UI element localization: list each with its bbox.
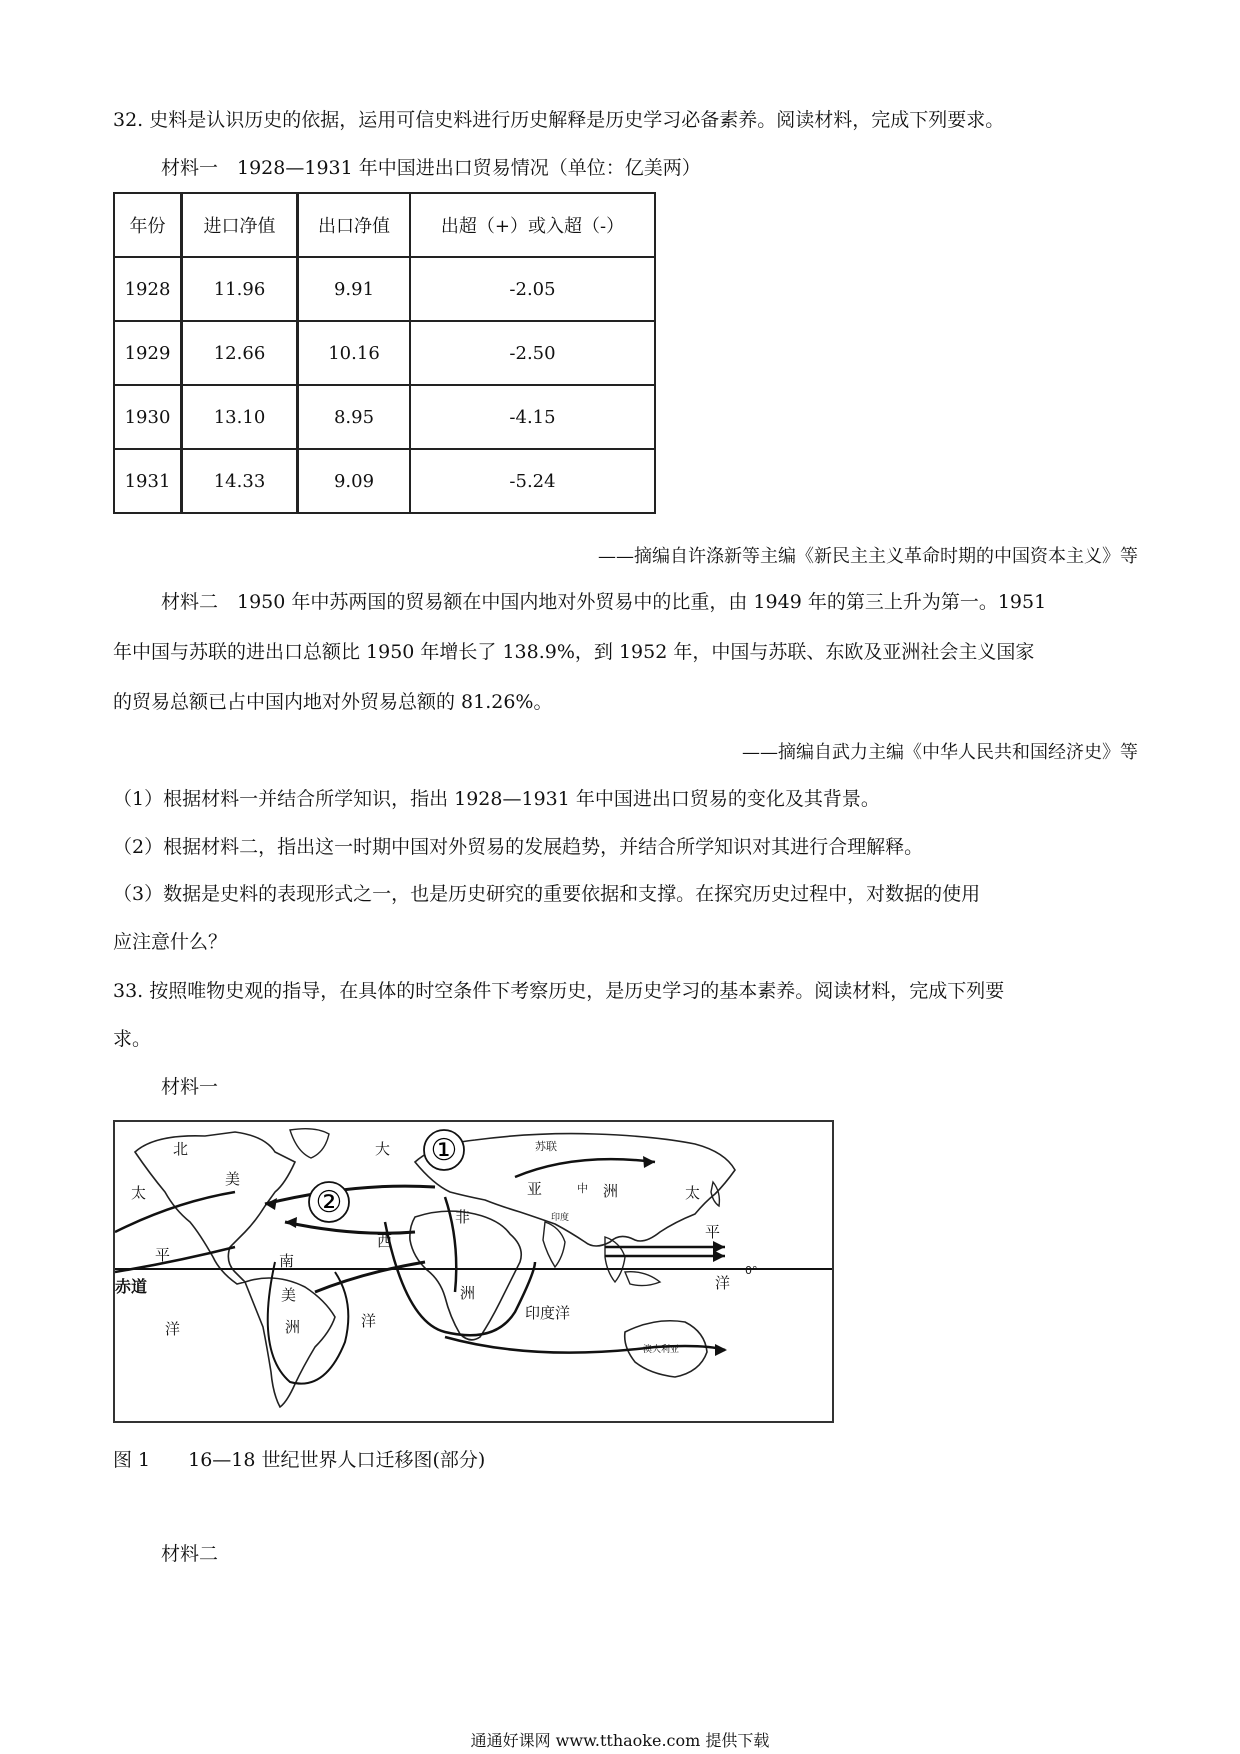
table-header-cell: 出口净值	[298, 193, 411, 257]
route-indian-ocean	[445, 1337, 725, 1353]
label-pacific-east-3: 洋	[715, 1274, 731, 1292]
table-cell: 1931	[114, 449, 182, 513]
question-32-1: （1）根据材料一并结合所学知识，指出 1928—1931 年中国进出口贸易的变化及其背景。	[113, 788, 880, 810]
route-russia-east	[515, 1159, 655, 1177]
q33-stem-line1: 33. 按照唯物史观的指导，在具体的时空条件下考察历史，是历史学习的基本素养。阅读材料，完成下列要	[113, 980, 1005, 1002]
label-pacific-west-3: 洋	[165, 1320, 181, 1338]
source-citation-2: ——摘编自武力主编《中华人民共和国经济史》等	[742, 742, 1138, 763]
table-cell: 8.95	[298, 385, 411, 449]
label-africa-1: 非	[455, 1208, 471, 1226]
route-south-america-loop	[268, 1262, 349, 1384]
table-cell: -2.05	[410, 257, 655, 321]
label-ussr: 苏联	[535, 1140, 557, 1153]
label-indian-ocean: 印度洋	[525, 1304, 571, 1322]
q32-material1-title: 材料一 1928—1931 年中国进出口贸易情况（单位：亿美两）	[161, 157, 701, 179]
q33-stem-line2: 求。	[113, 1028, 152, 1050]
question-32-3-line1: （3）数据是史料的表现形式之一，也是历史研究的重要依据和支撑。在探究历史过程中，对数据的使用	[113, 883, 981, 905]
material2-line-3: 的贸易总额已占中国内地对外贸易总额的 81.26%。	[113, 691, 553, 713]
route-marker-2-text: ②	[315, 1185, 343, 1220]
question-32-2: （2）根据材料二，指出这一时期中国对外贸易的发展趋势，并结合所学知识对其进行合理解释。	[113, 836, 924, 858]
table-row	[114, 257, 655, 321]
arrowhead	[713, 1250, 725, 1262]
table-cell: -5.24	[410, 449, 655, 513]
arrowhead	[643, 1156, 655, 1168]
world-map-svg	[115, 1122, 832, 1421]
q32-stem: 32. 史料是认识历史的依据，运用可信史料进行历史解释是历史学习必备素养。阅读材料，完成下列要求。	[113, 109, 1005, 131]
table-cell: 11.96	[182, 257, 298, 321]
question-32-3-line2: 应注意什么？	[113, 931, 228, 953]
label-equator: 赤道	[115, 1277, 148, 1296]
table-cell: -4.15	[410, 385, 655, 449]
india-shape	[543, 1222, 565, 1267]
label-africa-2: 洲	[460, 1284, 476, 1302]
southeast-asia-shape	[605, 1237, 660, 1286]
table-cell: 13.10	[182, 385, 298, 449]
route-africa-south-america	[315, 1262, 425, 1292]
route-atlantic-slave	[285, 1222, 415, 1233]
label-zero-degree: 0°	[745, 1264, 758, 1277]
map-caption: 图 1 16—18 世纪世界人口迁移图(部分)	[113, 1449, 486, 1471]
table-row	[114, 449, 655, 513]
greenland-shape	[290, 1129, 329, 1158]
material2-line-2: 年中国与苏联的进出口总额比 1950 年增长了 138.9%，到 1952 年，中国与苏联、东欧及亚洲社会主义国家	[113, 641, 1035, 663]
page-footer: 通通好课网 www.tthaoke.com 提供下载	[470, 1731, 770, 1750]
label-north: 北	[173, 1140, 189, 1158]
q33-material2-label: 材料二	[161, 1543, 219, 1565]
table-header-row	[114, 193, 655, 257]
label-atlantic-1: 大	[375, 1140, 391, 1158]
label-america-north: 美	[225, 1170, 241, 1188]
label-asia-2: 洲	[603, 1182, 619, 1200]
label-india: 印度	[551, 1213, 570, 1223]
q33-material1-label: 材料一	[161, 1076, 219, 1098]
label-australia: 澳大利亚	[643, 1345, 680, 1355]
migration-map	[113, 1120, 834, 1423]
table-cell: 1928	[114, 257, 182, 321]
route-marker-1-text: ①	[430, 1133, 458, 1168]
table-header-cell: 出超（+）或入超（-）	[410, 193, 655, 257]
label-pacific-east-2: 平	[705, 1223, 721, 1241]
table-cell: 1929	[114, 321, 182, 385]
label-pacific-west-1: 太	[131, 1184, 147, 1202]
table-cell: 9.91	[298, 257, 411, 321]
material2-line-1: 材料二 1950 年中苏两国的贸易额在中国内地对外贸易中的比重，由 1949 年的第三上升为第一。1951	[161, 591, 1047, 613]
table-cell: 10.16	[298, 321, 411, 385]
label-south: 南	[279, 1252, 295, 1270]
label-atlantic-2: 西	[377, 1232, 393, 1250]
label-pacific-west-2: 平	[155, 1246, 171, 1264]
table-header-cell: 年份	[114, 193, 182, 257]
source-citation-1: ——摘编自许涤新等主编《新民主主义革命时期的中国资本主义》等	[598, 546, 1138, 567]
arrowhead	[715, 1344, 727, 1356]
label-pacific-east-1: 太	[685, 1184, 701, 1202]
label-america-south-1: 美	[281, 1286, 297, 1304]
route-europe-north-america	[265, 1186, 435, 1204]
table-cell: 14.33	[182, 449, 298, 513]
label-america-south-2: 洲	[285, 1318, 301, 1336]
table-cell: 12.66	[182, 321, 298, 385]
label-china: 中	[577, 1182, 588, 1195]
label-atlantic-3: 洋	[361, 1312, 377, 1330]
table-row	[114, 321, 655, 385]
arrowhead	[265, 1198, 277, 1210]
table-cell: 1930	[114, 385, 182, 449]
table-cell: 9.09	[298, 449, 411, 513]
table-row	[114, 385, 655, 449]
arrowhead	[285, 1217, 297, 1228]
label-asia-1: 亚	[527, 1180, 543, 1198]
trade-table	[113, 192, 656, 514]
table-cell: -2.50	[410, 321, 655, 385]
table-header-cell: 进口净值	[182, 193, 298, 257]
